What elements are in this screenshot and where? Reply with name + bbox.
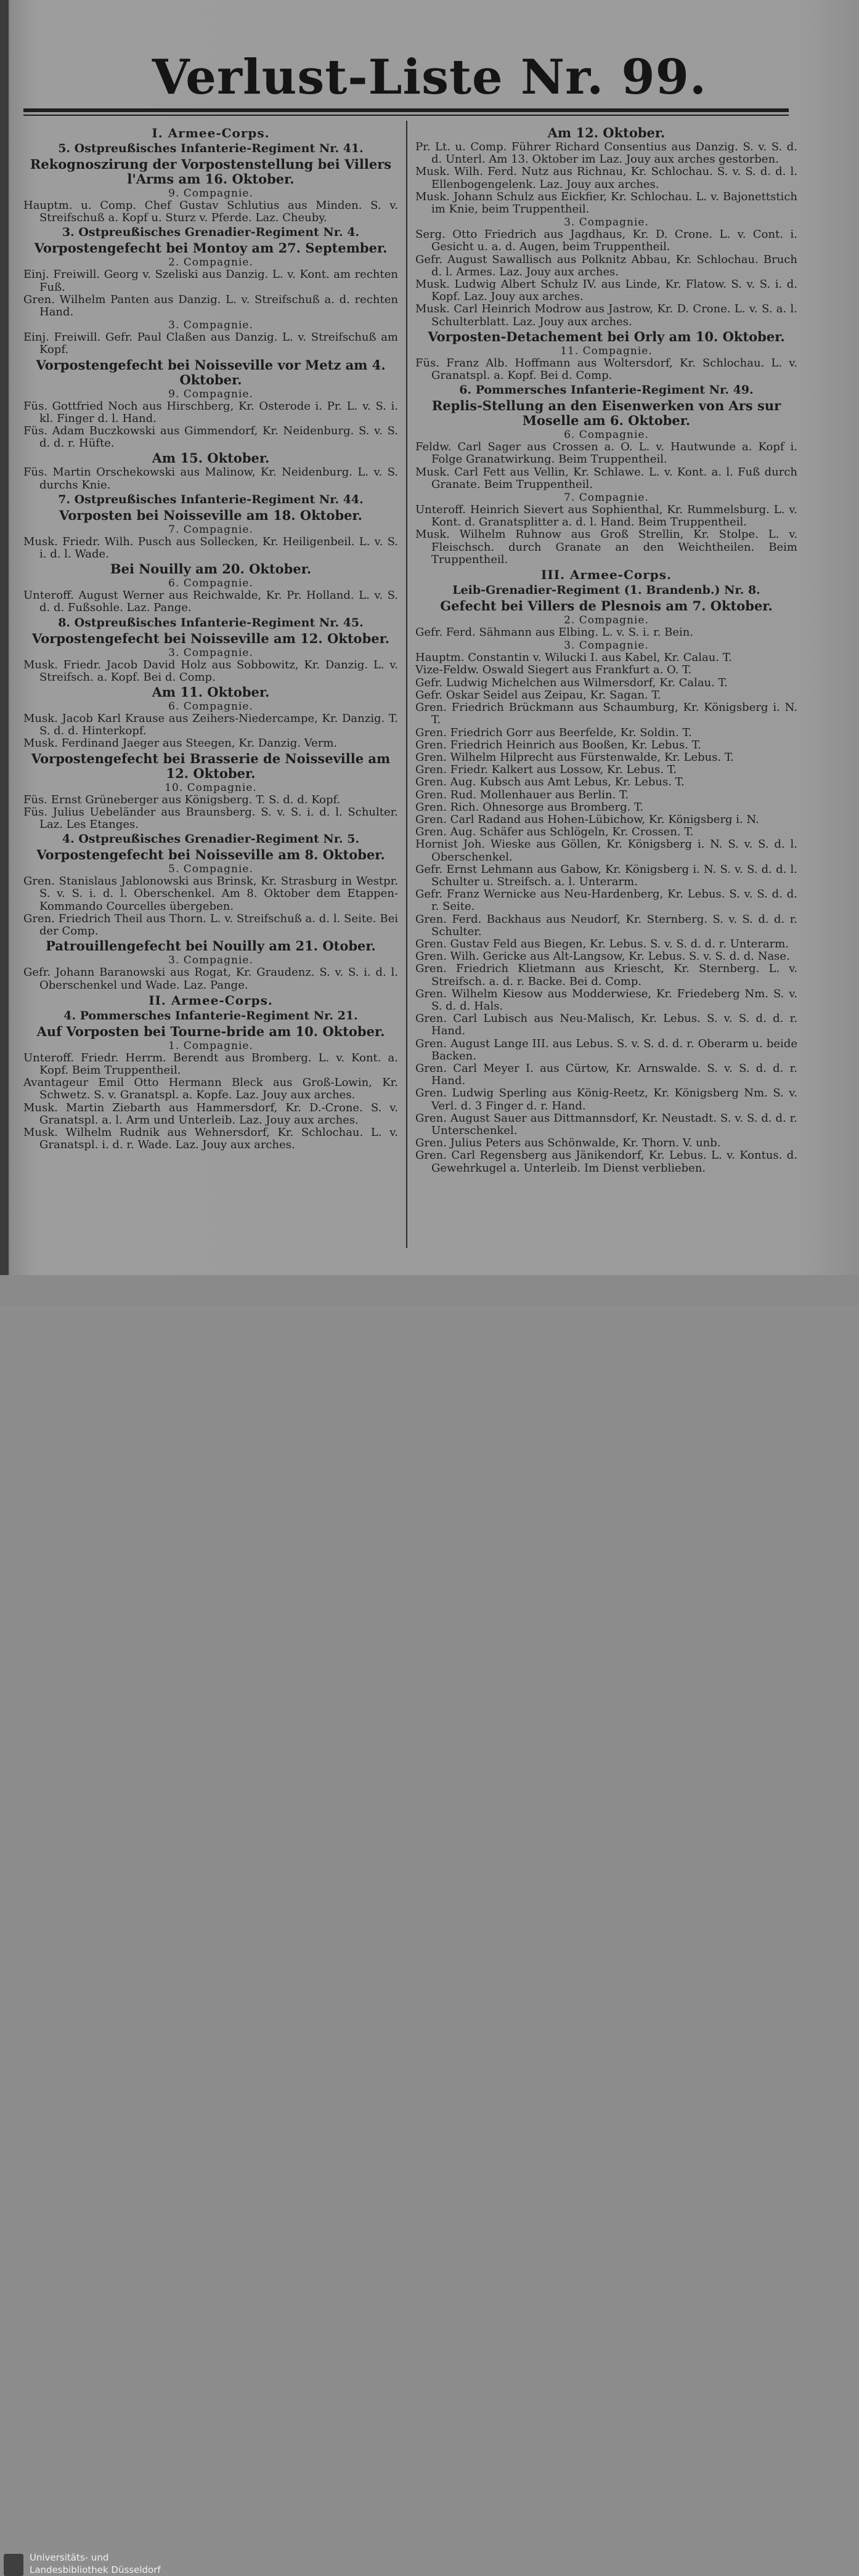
casualty-entry: Einj. Freiwill. Georg v. Szeliski aus Danzig. L. v. Kont. am rechten Fuß. — [23, 268, 398, 294]
casualty-entry: Musk. Wilhelm Rudnik aus Wehnersdorf, Kr. Schlochau. L. v. Granatspl. i. d. r. Wade. Laz. Jouy aux arches. — [23, 1125, 398, 1152]
casualty-entry: Gren. Carl Regensberg aus Jänikendorf, Kr. Lebus. L. v. Kontus. d. Gewehrkugel a. Unterleib. Im Dienst verblieben. — [415, 1149, 797, 1175]
corps-heading: II. Armee-Corps. — [149, 992, 273, 1008]
company-heading: 6. Compagnie. — [168, 577, 253, 590]
company-heading: 2. Compagnie. — [564, 614, 649, 627]
casualty-entry: Gren. Friedrich Brückmann aus Schaumburg, Kr. Königsberg i. N. T. — [415, 701, 797, 727]
casualty-entry: Gren. Friedrich Theil aus Thorn. L. v. Streifschuß a. d. l. Seite. Bei der Comp. — [23, 912, 398, 938]
casualty-entry: Gren. Friedrich Klietmann aus Kriescht, Kr. Sternberg. L. v. Streifsch. a. d. r. Backe. Bei d. Comp. — [415, 962, 797, 988]
library-name — [30, 2551, 161, 2576]
engagement-heading: Am 12. Oktober. — [547, 125, 666, 140]
page-title: Verlust-Liste Nr. 99. — [152, 49, 707, 105]
library-seal-icon — [4, 2554, 23, 2576]
casualty-entry: Musk. Friedr. Wilh. Pusch aus Sollecken, Kr. Heiligenbeil. L. v. S. i. d. l. Wade. — [23, 535, 398, 561]
casualty-entry: Gren. Friedrich Gorr aus Beerfelde, Kr. Soldin. T. — [415, 726, 692, 739]
right-column — [415, 124, 797, 1252]
engagement-heading: Vorposten-Detachement bei Orly am 10. Oktober. — [428, 328, 785, 344]
title-rule-thin — [23, 115, 789, 116]
casualty-entry: Gren. Aug. Schäfer aus Schlögeln, Kr. Crossen. T. — [415, 825, 694, 839]
casualty-entry: Gren. Stanislaus Jablonowski aus Brinsk, Kr. Strasburg in Westpr. S. v. S. i. d. l. Oberschenkel. Am 8. Oktober dem Etappen-Kommando Courcelles übergeben. — [23, 875, 398, 913]
casualty-entry: Musk. Carl Fett aus Vellin, Kr. Schlawe. L. v. Kont. a. l. Fuß durch Granate. Beim Truppentheil. — [415, 465, 797, 491]
engagement-heading: Am 15. Oktober. — [152, 450, 270, 466]
engagement-heading: Gefecht bei Villers de Plesnois am 7. Oktober. — [440, 598, 773, 614]
casualty-entry: Unteroff. August Werner aus Reichwalde, Kr. Pr. Holland. L. v. S. d. d. Fußsohle. Laz. Pange. — [23, 589, 398, 615]
company-heading: 9. Compagnie. — [168, 187, 253, 200]
casualty-entry: Füs. Franz Alb. Hoffmann aus Woltersdorf, Kr. Schlochau. L. v. Granatspl. a. Kopf. Bei d. Comp. — [415, 356, 797, 383]
library-name-line2: Landesbibliothek Düsseldorf — [30, 2564, 161, 2575]
casualty-entry: Gren. Julius Peters aus Schönwalde, Kr. Thorn. V. unb. — [415, 1136, 721, 1150]
casualty-entry: Gefr. Ferd. Sähmann aus Elbing. L. v. S. i. r. Bein. — [415, 626, 694, 639]
company-heading: 7. Compagnie. — [168, 523, 253, 536]
engagement-heading: Vorpostengefecht bei Brasserie de Noisseville am 12. Oktober. — [31, 750, 391, 781]
casualty-entry: Musk. Ferdinand Jaeger aus Steegen, Kr. Danzig. Verm. — [23, 737, 338, 750]
engagement-heading: Rekognoszirung der Vorpostenstellung bei Villers l'Arms am 16. Oktober. — [30, 156, 392, 187]
casualty-entry: Musk. Johann Schulz aus Eickfier, Kr. Schlochau. L. v. Bajonettstich im Knie, beim Truppentheil. — [415, 190, 797, 216]
regiment-heading: Leib-Grenadier-Regiment (1. Brandenb.) Nr. 8. — [452, 583, 760, 597]
regiment-heading: 7. Ostpreußisches Infanterie-Regiment Nr. 44. — [58, 492, 364, 506]
casualty-entry: Musk. Jacob Karl Krause aus Zeihers-Niedercampe, Kr. Danzig. T. S. d. d. Hinterkopf. — [23, 712, 398, 738]
engagement-heading: Replis-Stellung an den Eisenwerken von Ars sur Moselle am 6. Oktober. — [431, 398, 781, 429]
casualty-entry: Gren. Rich. Ohnesorge aus Bromberg. T. — [415, 800, 644, 814]
casualty-entry: Gren. Wilhelm Hilprecht aus Fürstenwalde, Kr. Lebus. T. — [415, 750, 734, 764]
casualty-entry: Gren. Rud. Mollenhauer aus Berlin. T. — [415, 788, 629, 801]
engagement-heading: Vorposten bei Noisseville am 18. Oktober. — [59, 507, 362, 523]
casualty-entry: Gefr. Ludwig Michelchen aus Wilmersdorf, Kr. Calau. T. — [415, 676, 728, 689]
casualty-entry: Hauptm. u. Comp. Chef Gustav Schlutius aus Minden. S. v. Streifschuß a. Kopf u. Sturz v. Pferde. Laz. Cheuby. — [23, 199, 398, 225]
casualty-entry: Gren. Aug. Kubsch aus Amt Lebus, Kr. Lebus. T. — [415, 776, 685, 789]
casualty-entry: Musk. Friedr. Jacob David Holz aus Sobbowitz, Kr. Danzig. L. v. Streifsch. a. Kopf. Bei d. Comp. — [23, 658, 398, 684]
casualty-entry: Gren. Friedr. Kalkert aus Lossow, Kr. Lebus. T. — [415, 763, 677, 777]
casualty-entry: Gren. August Sauer aus Dittmannsdorf, Kr. Neustadt. S. v. S. d. d. r. Unterschenkel. — [415, 1111, 797, 1137]
regiment-heading: 4. Pommersches Infanterie-Regiment Nr. 21. — [63, 1008, 358, 1023]
casualty-entry: Avantageur Emil Otto Hermann Bleck aus Groß-Lowin, Kr. Schwetz. S. v. Granatspl. a. Kopfe. Laz. Jouy aux arches. — [23, 1076, 398, 1102]
company-heading: 2. Compagnie. — [168, 256, 253, 269]
page-binding-edge — [0, 0, 9, 1306]
corps-heading: I. Armee-Corps. — [152, 126, 270, 140]
company-heading: 7. Compagnie. — [564, 492, 649, 504]
company-heading: 3. Compagnie. — [564, 639, 649, 652]
casualty-entry: Hauptm. Constantin v. Wilucki I. aus Kabel, Kr. Calau. T. — [415, 651, 732, 665]
casualty-entry: Gren. Wilhelm Panten aus Danzig. L. v. Streifschuß a. d. rechten Hand. — [23, 293, 398, 319]
casualty-entry: Füs. Gottfried Noch aus Hirschberg, Kr. Osterode i. Pr. L. v. S. i. kl. Finger d. l. Hand. — [23, 399, 398, 425]
title-rule-thick — [23, 108, 789, 112]
company-heading: 5. Compagnie. — [168, 863, 253, 876]
company-heading: 1. Compagnie. — [168, 1039, 253, 1052]
casualty-entry: Einj. Freiwill. Gefr. Paul Claßen aus Danzig. L. v. Streifschuß am Kopf. — [23, 331, 398, 357]
regiment-heading: 8. Ostpreußisches Infanterie-Regiment Nr. 45. — [58, 615, 364, 630]
casualty-entry: Vize-Feldw. Oswald Siegert aus Frankfurt a. O. T. — [415, 663, 692, 677]
casualty-entry: Gefr. August Sawallisch aus Polknitz Abbau, Kr. Schlochau. Bruch d. l. Armes. Laz. Jouy aux arches. — [415, 253, 797, 278]
casualty-entry: Gren. August Lange III. aus Lebus. S. v. S. d. d. r. Oberarm u. beide Backen. — [415, 1037, 797, 1063]
casualty-entry: Musk. Wilhelm Ruhnow aus Groß Strellin, Kr. Stolpe. L. v. Fleischsch. durch Granate an den Weichtheilen. Beim Truppentheil. — [415, 528, 797, 566]
casualty-entry: Hornist Joh. Wieske aus Göllen, Kr. Königsberg i. N. S. v. S. d. l. Oberschenkel. — [415, 838, 797, 864]
casualty-entry: Unteroff. Heinrich Sievert aus Sophienthal, Kr. Rummelsburg. L. v. Kont. d. Granatsplitter a. d. l. Hand. Beim Truppentheil. — [415, 503, 797, 529]
company-heading: 3. Compagnie. — [168, 954, 253, 967]
company-heading: 3. Compagnie. — [564, 216, 649, 229]
company-heading: 6. Compagnie. — [564, 429, 649, 442]
casualty-entry: Musk. Ludwig Albert Schulz IV. aus Linde, Kr. Flatow. S. v. S. i. d. Kopf. Laz. Jouy aux arches. — [415, 278, 797, 304]
engagement-heading: Auf Vorposten bei Tourne-bride am 10. Oktober. — [36, 1023, 385, 1039]
company-heading: 3. Compagnie. — [168, 646, 253, 659]
casualty-entry: Gren. Friedrich Heinrich aus Booßen, Kr. Lebus. T. — [415, 738, 701, 751]
engagement-heading: Vorpostengefecht bei Noisseville am 8. Oktober. — [36, 847, 385, 863]
library-name-line1: Universitäts- und — [30, 2552, 109, 2563]
casualty-entry: Gren. Carl Meyer I. aus Cürtow, Kr. Arnswalde. S. v. S. d. d. r. Hand. — [415, 1061, 797, 1088]
casualty-entry: Füs. Julius Uebeländer aus Braunsberg. S. v. S. i. d. l. Schulter. Laz. Les Etanges. — [23, 805, 398, 832]
casualty-entry: Gefr. Ernst Lehmann aus Gabow, Kr. Königsberg i. N. S. v. S. d. d. l. Schulter u. Streifsch. a. l. Unterarm. — [415, 862, 797, 888]
casualty-entry: Feldw. Carl Sager aus Crossen a. O. L. v. Hautwunde a. Kopf i. Folge Granatwirkung. Beim Truppentheil. — [415, 440, 797, 466]
engagement-heading: Am 11. Oktober. — [152, 684, 270, 700]
casualty-entry: Pr. Lt. u. Comp. Führer Richard Consentius aus Danzig. S. v. S. d. d. Unterl. Am 13. Oktober im Laz. Jouy aux arches gestorben. — [415, 140, 797, 166]
casualty-entry: Unteroff. Friedr. Herrm. Berendt aus Bromberg. L. v. Kont. a. Kopf. Beim Truppentheil. — [23, 1051, 398, 1077]
engagement-heading: Vorpostengefecht bei Noisseville am 12. Oktober. — [31, 630, 390, 646]
casualty-entry: Musk. Carl Heinrich Modrow aus Jastrow, Kr. D. Crone. L. v. S. a. l. Schulterblatt. Laz. Jouy aux arches. — [415, 302, 797, 328]
casualty-entry: Füs. Adam Buczkowski aus Gimmendorf, Kr. Neidenburg. S. v. S. d. d. r. Hüfte. — [23, 424, 398, 450]
engagement-heading: Bei Nouilly am 20. Oktober. — [110, 561, 312, 577]
casualty-entry: Serg. Otto Friedrich aus Jagdhaus, Kr. D. Crone. L. v. Cont. i. Gesicht u. a. d. Augen, beim Truppentheil. — [415, 228, 797, 254]
regiment-heading: 5. Ostpreußisches Infanterie-Regiment Nr. 41. — [58, 142, 364, 155]
casualty-entry: Gren. Wilh. Gericke aus Alt-Langsow, Kr. Lebus. S. v. S. d. d. Nase. — [415, 950, 790, 963]
company-heading: 10. Compagnie. — [165, 781, 257, 794]
casualty-entry: Gren. Ferd. Backhaus aus Neudorf, Kr. Sternberg. S. v. S. d. d. r. Schulter. — [415, 912, 797, 938]
engagement-heading: Vorpostengefecht bei Noisseville vor Metz am 4. Oktober. — [36, 357, 386, 387]
corps-heading: III. Armee-Corps. — [541, 567, 672, 583]
casualty-entry: Gefr. Oskar Seidel aus Zeipau, Kr. Sagan. T. — [415, 688, 661, 702]
regiment-heading: 6. Pommersches Infanterie-Regiment Nr. 49. — [459, 383, 754, 397]
casualty-entry: Gren. Ludwig Sperling aus König-Reetz, Kr. Königsberg Nm. S. v. Verl. d. 3 Finger d. r. Hand. — [415, 1087, 797, 1112]
casualty-entry: Gren. Gustav Feld aus Biegen, Kr. Lebus. S. v. S. d. d. r. Unterarm. — [415, 937, 789, 950]
regiment-heading: 3. Ostpreußisches Grenadier-Regiment Nr. 4. — [62, 225, 360, 240]
casualty-entry: Gefr. Johann Baranowski aus Rogat, Kr. Graudenz. S. v. S. i. d. l. Oberschenkel und Wade. Laz. Pange. — [23, 966, 398, 992]
company-heading: 3. Compagnie. — [168, 319, 253, 332]
casualty-entry: Füs. Ernst Grüneberger aus Königsberg. T. S. d. d. Kopf. — [23, 793, 341, 806]
engagement-heading: Patrouillengefecht bei Nouilly am 21. Otober. — [46, 938, 376, 954]
casualty-entry: Füs. Martin Orschekowski aus Malinow, Kr. Neidenburg. L. v. S. durchs Knie. — [23, 466, 398, 492]
column-divider — [406, 121, 407, 1248]
casualty-entry: Gren. Carl Lubisch aus Neu-Malisch, Kr. Lebus. S. v. S. d. d. r. Hand. — [415, 1012, 797, 1038]
library-footer — [0, 1275, 859, 2575]
company-heading: 6. Compagnie. — [168, 700, 253, 713]
company-heading: 11. Compagnie. — [560, 344, 653, 357]
regiment-heading: 4. Ostpreußisches Grenadier-Regiment Nr. 5. — [62, 832, 360, 846]
casualty-entry: Gren. Carl Radand aus Hohen-Lübichow, Kr. Königsberg i. N. — [415, 812, 759, 826]
left-column — [23, 124, 398, 1252]
casualty-entry: Gefr. Franz Wernicke aus Neu-Hardenberg, Kr. Lebus. S. v. S. d. d. r. Seite. — [415, 888, 797, 913]
company-heading: 9. Compagnie. — [168, 387, 253, 400]
casualty-entry: Musk. Martin Ziebarth aus Hammersdorf, Kr. D.-Crone. S. v. Granatspl. a. l. Arm und Unterleib. Laz. Jouy aux arches. — [23, 1101, 398, 1127]
engagement-heading: Vorpostengefecht bei Montoy am 27. September. — [34, 240, 388, 256]
casualty-entry: Musk. Wilh. Ferd. Nutz aus Richnau, Kr. Schlochau. S. v. S. d. d. l. Ellenbogengelenk. Laz. Jouy aux arches. — [415, 165, 797, 191]
casualty-entry: Gren. Wilhelm Kiesow aus Modderwiese, Kr. Friedeberg Nm. S. v. S. d. d. Hals. — [415, 987, 797, 1013]
